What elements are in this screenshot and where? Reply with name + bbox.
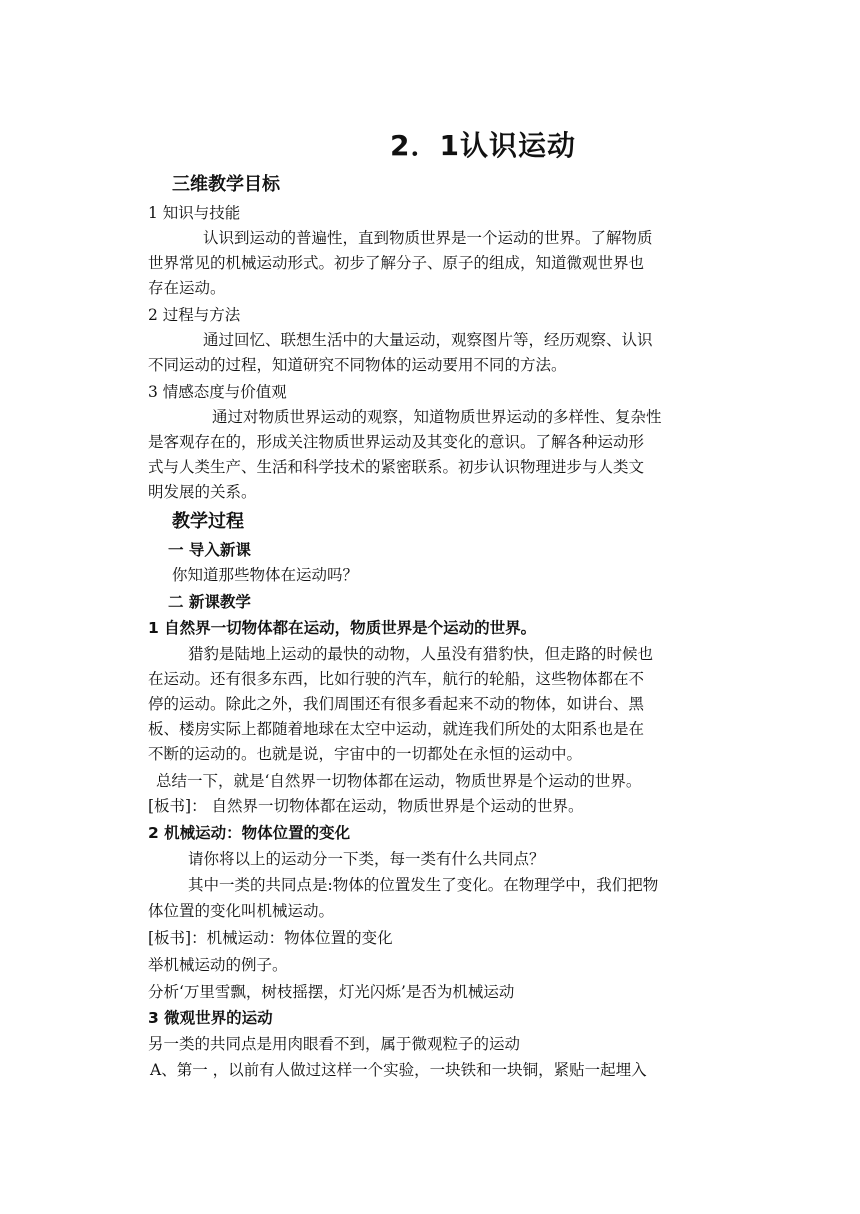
objective-1-line: 存在运动。 <box>148 279 226 297</box>
section-2-line: [板书]：机械运动：物体位置的变化 <box>148 929 393 947</box>
section-3-line: 另一类的共同点是用肉眼看不到，属于微观粒子的运动 <box>148 1035 521 1053</box>
section-1-line: 总结一下，就是‘自然界一切物体都在运动，物质世界是个运动的世界。 <box>156 772 642 790</box>
section-2-line: 体位置的变化叫机械运动。 <box>148 902 335 920</box>
section-2-line: 举机械运动的例子。 <box>148 956 288 974</box>
objective-2-line: 不同运动的过程，知道研究不同物体的运动要用不同的方法。 <box>148 356 567 374</box>
objective-1-line: 认识到运动的普遍性，直到物质世界是一个运动的世界。了解物质 <box>203 229 653 247</box>
section-2-line: 分析‘万里雪飘，树枝摇摆，灯光闪烁’是否为机械运动 <box>148 983 515 1001</box>
section-2-line: 请你将以上的运动分一下类，每一类有什么共同点？ <box>188 850 545 868</box>
objective-3-line: 式与人类生产、生活和科学技术的紧密联系。初步认识物理进步与人类文 <box>148 458 645 476</box>
section-2-heading: 2 机械运动：物体位置的变化 <box>148 824 351 842</box>
section-2-line: 其中一类的共同点是:物体的位置发生了变化。在物理学中，我们把物 <box>188 876 659 894</box>
objective-2-heading: 2 过程与方法 <box>148 306 241 324</box>
part-1-heading: 一 导入新课 <box>168 541 251 559</box>
section-1-line: 猎豹是陆地上运动的最快的动物，人虽没有猎豹快，但走路的时候也 <box>188 645 654 663</box>
section-1-line: [板书]： 自然界一切物体都在运动，物质世界是个运动的世界。 <box>148 797 584 815</box>
section-1-line: 板、楼房实际上都随着地球在太空中运动，就连我们所处的太阳系也是在 <box>148 720 645 738</box>
part-1-text: 你知道那些物体在运动吗？ <box>172 566 359 584</box>
section-1-line: 在运动。还有很多东西，比如行驶的汽车，航行的轮船，这些物体都在不 <box>148 670 645 688</box>
objective-1-heading: 1 知识与技能 <box>148 204 241 222</box>
objective-1-line: 世界常见的机械运动形式。初步了解分子、原子的组成，知道微观世界也 <box>148 254 645 272</box>
section-1-line: 停的运动。除此之外，我们周围还有很多看起来不动的物体，如讲台、黑 <box>148 695 645 713</box>
objective-3-line: 明发展的关系。 <box>148 483 257 501</box>
process-heading: 教学过程 <box>172 511 244 532</box>
page-title: 2．1认识运动 <box>390 129 576 162</box>
objective-3-line: 是客观存在的，形成关注物质世界运动及其变化的意识。了解各种运动形 <box>148 433 645 451</box>
objective-3-line: 通过对物质世界运动的观察，知道物质世界运动的多样性、复杂性 <box>212 408 662 426</box>
objective-3-heading: 3 情感态度与价值观 <box>148 383 287 401</box>
section-3-heading: 3 微观世界的运动 <box>148 1009 273 1027</box>
section-1-heading: 1 自然界一切物体都在运动，物质世界是个运动的世界。 <box>148 619 537 637</box>
objective-2-line: 通过回忆、联想生活中的大量运动，观察图片等，经历观察、认识 <box>203 331 653 349</box>
section-3-line: A、第一 ，以前有人做过这样一个实验，一块铁和一块铜，紧贴一起埋入 <box>150 1061 647 1079</box>
objectives-heading: 三维教学目标 <box>172 174 280 195</box>
part-2-heading: 二 新课教学 <box>168 593 251 611</box>
section-1-line: 不断的运动的。也就是说，宇宙中的一切都处在永恒的运动中。 <box>148 745 583 763</box>
